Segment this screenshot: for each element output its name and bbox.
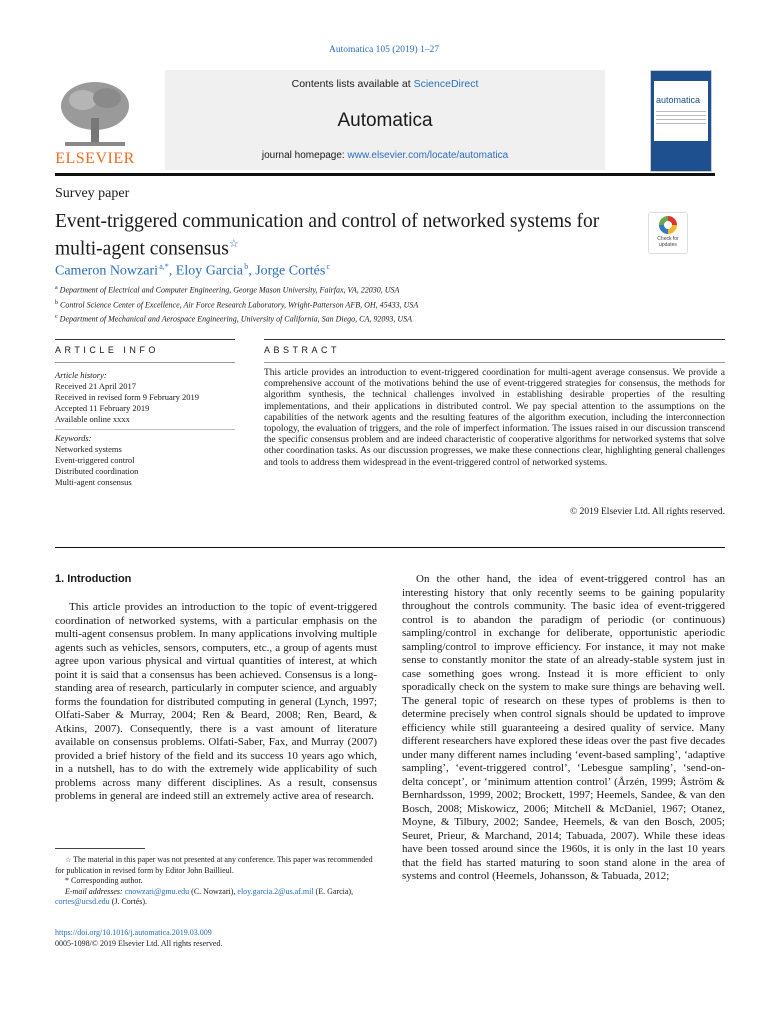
- affiliation-item: $^c$ Department of Mechanical and Aerospace Engineering, University of California, San Diego, CA, 92093, USA: [55, 314, 413, 324]
- history-item: Received 21 April 2017: [55, 381, 136, 391]
- abstract-heading-rule: [264, 362, 725, 363]
- body-left-column: This article provides an introduction to the topic of event-triggered coordination of networked systems, with a particular emphasis on the multi-agent consensus problem. In many applications involving multiple agents such as vehicles, sensors, computers, etc., a group of agents must agree upon various physical and virtual quantities of interest, at which point it is said that a consensus has been achieved. Consensus is a long-standing area of research, particularly in computer science, and arguably forms the foundation for distributed computing in general (Lynch, 1997; Olfati-Saber & Murray, 2004; Ren & Beard, 2008; Ren, Beard, & Atkins, 2007). Consequently, there is a vast amount of literature available on consensus problems. Olfati-Saber, Fax, and Murray (2007) provided a brief history of the field and its success 10 years ago which, in a nutshell, has to do with the extremely wide applicability of such problems across many different disciplines. As a result, consensus problems in general are indeed still an extremely active area of research.: [55, 601, 377, 802]
- author-link[interactable]: Jorge Cortés: [255, 263, 326, 279]
- author-list: Cameron Nowzari $^{a,*}$, Eloy Garcia $^b$, Jorge Cortés $^c$: [55, 262, 331, 279]
- abstract-heading: ABSTRACT: [264, 345, 341, 355]
- doi-block: [55, 927, 222, 949]
- body-right-column: On the other hand, the idea of event-triggered control has an interesting history that only recently seems to be gaining popularity throughout the controls community. The basic idea of event-triggered control is to abandon the paradigm of periodic (or continuous) sampling/control in exchange for deliberate, opportunistic aperiodic sampling/control to improve efficiency. For instance, it may not make sense to constantly monitor the state of an already-stable system just in case something goes wrong. Instead it is more efficient to only sporadically check on the system to make sure things are behaving well. The general topic of research on these types of problems is then to determine precisely when control signals should be updated to improve efficiency while still guaranteeing a desired quality of service. Many different researchers have explored these ideas over the past five decades under many different names including ‘event-based sampling’, ‘adaptive sampling’, ‘event-triggered control’, ‘Lebesgue sampling’, ‘send-on-delta concept’, or ‘minimum attention control’ (Årzén, 1999; Åström & Bernhardsson, 1999, 2002; Brockett, 1997; Heemels, Sandee, & van den Bosch, 2008; Miskowicz, 2006; Mitchell & McDaniel, 1967; Otanez, Moyne, & Tilbury, 2002; Sandee, Heemels, & van den Bosch, 2005; Seuret, Prieur, & Marchand, 2014; Tabuada, 2007). While these ideas have been tossed around since the 1960s, it is only in the last 10 years that the field has started maturing to soon stand alone in the area of systems and control (Heemels, Johansson, & Tabuada, 2012;: [402, 573, 725, 882]
- keyword-item: Multi-agent consensus: [55, 477, 132, 487]
- author-link[interactable]: Eloy Garcia: [175, 263, 244, 279]
- footnote-emails: E-mail addresses: cnowzari@gmu.edu (C. Nowzari), eloy.garcia.2@us.af.mil (E. Garcia), cortes@ucsd.edu (J. Cortés).: [55, 886, 354, 906]
- issn-line: 0005-1098/© 2019 Elsevier Ltd. All rights reserved.: [55, 939, 223, 948]
- article-title: Event-triggered communication and control of networked systems for multi-agent consensus☆: [55, 211, 600, 260]
- check-for-updates-badge[interactable]: Check for updates: [648, 212, 688, 254]
- abstract-text: This article provides an introduction to event-triggered coordination for multi-agent average consensus. We provide a comprehensive account of the motivations behind the use of event-triggered strategies for consensus, the methods for algorithm synthesis, the technical challenges involved in establishing desirable properties of the resulting implementations, and their applications in distributed control. We pay special attention to the assumptions on the capabilities of the network agents and the resulting features of the algorithm execution, including the interconnection topology, the evaluation of triggers, and the role of imperfect information. The issues raised in our discussion transcend the specific consensus problem and are indeed characteristic of cooperative algorithms for networked systems that solve other coordination tasks. As our discussion progresses, we make these connections clear, highlighting general challenges and tools to address them widespread in the event-triggered control of networked systems.: [264, 368, 725, 468]
- footnote-corresponding: * Corresponding author.: [65, 876, 143, 885]
- history-label: Article history:: [55, 370, 107, 380]
- abstract-copyright: © 2019 Elsevier Ltd. All rights reserved.: [570, 507, 725, 517]
- affiliations: [55, 282, 418, 326]
- abstract-top-rule: [264, 339, 725, 340]
- keywords-label: Keywords:: [55, 433, 92, 443]
- journal-citation[interactable]: Automatica 105 (2019) 1–27: [328, 45, 440, 55]
- affiliation-item: $^b$ Control Science Center of Excellence, Air Force Research Laboratory, Wright-Patterson AFB, OH, 45433, USA: [55, 299, 419, 310]
- publisher-name: ELSEVIER: [55, 150, 135, 167]
- section-divider: [55, 547, 725, 548]
- cover-title: automatica: [656, 95, 701, 105]
- keywords-rule: [55, 429, 235, 430]
- keyword-item: Event-triggered control: [55, 455, 135, 465]
- keyword-item: Networked systems: [55, 444, 122, 454]
- homepage-line: journal homepage: www.elsevier.com/locate/automatica: [261, 150, 509, 161]
- footnote-star: ☆ The material in this paper was not presented at any conference. This paper was recommended for publication in revised form by Editor John Baillieul.: [55, 855, 373, 875]
- history-item: Received in revised form 9 February 2019: [55, 392, 199, 402]
- article-info: [55, 370, 235, 488]
- doi-link[interactable]: https://doi.org/10.1016/j.automatica.2019.03.009: [55, 928, 212, 937]
- homepage-link[interactable]: www.elsevier.com/locate/automatica: [347, 150, 509, 161]
- footnote-rule: [55, 848, 145, 849]
- check-updates-icon: [659, 216, 677, 234]
- intro-heading: 1. Introduction: [55, 573, 132, 585]
- info-heading-rule: [55, 362, 235, 363]
- cover-panel: [654, 81, 708, 141]
- article-info-heading: ARTICLE INFO: [55, 345, 159, 355]
- masthead: [55, 70, 715, 175]
- footnotes: [55, 855, 380, 908]
- tree-icon: [55, 78, 135, 150]
- journal-name: Automatica: [337, 110, 433, 131]
- article-type: Survey paper: [55, 186, 130, 201]
- journal-cover[interactable]: [650, 70, 712, 172]
- history-item: Accepted 11 February 2019: [55, 403, 150, 413]
- author-link[interactable]: Cameron Nowzari: [55, 263, 159, 279]
- masthead-box: [165, 70, 605, 170]
- email-link[interactable]: eloy.garcia.2@us.af.mil: [237, 886, 314, 896]
- masthead-rule: [55, 173, 715, 176]
- contents-line: Contents lists available at ScienceDirect: [291, 78, 479, 90]
- email-link[interactable]: cortes@ucsd.edu: [55, 897, 110, 906]
- affiliation-item: $^a$ Department of Electrical and Computer Engineering, George Mason University, Fairfax, VA, 22030, USA: [55, 285, 400, 295]
- title-footnote-mark[interactable]: ☆: [228, 238, 239, 250]
- email-link[interactable]: cnowzari@gmu.edu: [124, 886, 190, 896]
- sciencedirect-link[interactable]: ScienceDirect: [413, 78, 479, 90]
- info-top-rule: [55, 339, 235, 340]
- history-item: Available online xxxx: [55, 414, 130, 424]
- keyword-item: Distributed coordination: [55, 466, 139, 476]
- cover-text-lines: [656, 111, 706, 127]
